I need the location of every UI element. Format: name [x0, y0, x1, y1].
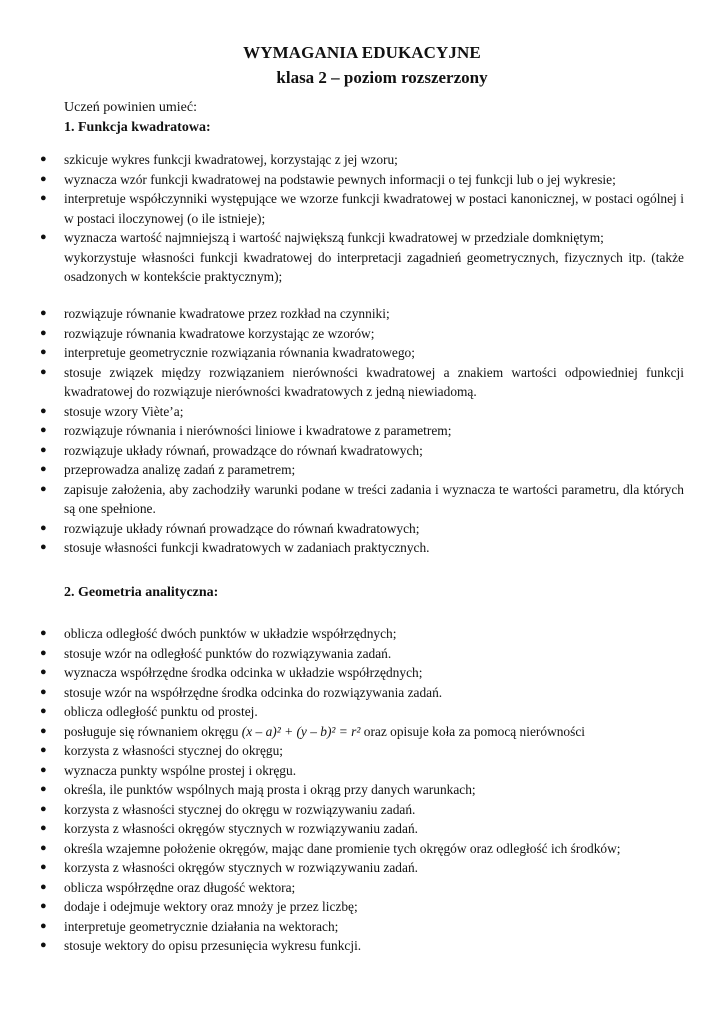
list-item: ● wyznacza współrzędne środka odcinka w układzie współrzędnych;: [0, 663, 724, 683]
bullet-icon: ●: [40, 646, 47, 659]
list-item: ● dodaje i odejmuje wektory oraz mnoży je przez liczbę;: [0, 897, 724, 917]
bullet-icon: ●: [40, 822, 47, 834]
list-item: ● rozwiązuje układy równań prowadzące do równań kwadratowych;: [0, 519, 724, 539]
list-item: ● określa wzajemne położenie okręgów, mając dane promienie tych okręgów oraz odległość ich środków;: [0, 839, 724, 859]
list-item: ● interpretuje geometrycznie rozwiązania równania kwadratowego;: [0, 343, 724, 363]
document-title: WYMAGANIA EDUKACYJNE: [243, 43, 481, 62]
list-item: ● rozwiązuje równania i nierówności liniowe i kwadratowe z parametrem;: [0, 421, 724, 441]
section-heading-analytic-geometry: 2. Geometria analityczna:: [64, 585, 219, 600]
bullet-icon: ●: [40, 541, 47, 553]
bullet-icon: ●: [40, 802, 47, 815]
bullet-icon: ●: [40, 463, 47, 475]
bullet-icon: ●: [40, 172, 47, 185]
list-item: ● rozwiązuje równania kwadratowe korzystając ze wzorów;: [0, 324, 724, 344]
bullet-icon: ●: [40, 326, 47, 339]
list-item: ● szkicuje wykres funkcji kwadratowej, korzystając z jej wzoru;: [0, 150, 724, 170]
list-item-circle-equation: ● posługuje się równaniem okręgu (x – a)² + (y – b)² = r² oraz opisuje koła za pomocą nierówności: [0, 722, 724, 742]
bullet-icon: ●: [40, 424, 47, 436]
list-item: ● korzysta z własności okręgów stycznych w rozwiązywaniu zadań.: [0, 858, 724, 878]
list-item: ● określa, ile punktów wspólnych mają prosta i okrąg przy danych warunkach;: [0, 780, 724, 800]
bullet-icon: ●: [40, 744, 47, 756]
bullet-icon: ●: [40, 443, 47, 456]
list-item: ● rozwiązuje równanie kwadratowe przez rozkład na czynniki;: [0, 304, 724, 324]
bullet-icon: ●: [40, 231, 47, 243]
bullet-icon: ●: [40, 880, 47, 893]
list-item: ● stosuje wektory do opisu przesunięcia wykresu funkcji.: [0, 936, 724, 956]
bullet-icon: ●: [40, 763, 47, 776]
bullet-icon: ●: [40, 346, 47, 358]
bullet-icon: ●: [40, 365, 47, 378]
list-item: ● stosuje wzór na odległość punktów do rozwiązywania zadań.: [0, 644, 724, 664]
quadratic-requirements-list: [0, 150, 724, 287]
bullet-icon: ●: [40, 192, 47, 204]
list-item: ● wyznacza punkty wspólne prostej i okręgu.: [0, 761, 724, 781]
section-heading-quadratic: 1. Funkcja kwadratowa:: [64, 120, 211, 135]
bullet-icon: ●: [40, 627, 47, 639]
bullet-icon: ●: [40, 841, 47, 854]
bullet-icon: ●: [40, 919, 47, 932]
list-item: ● oblicza odległość punktu od prostej.: [0, 702, 724, 722]
list-item: ● interpretuje geometrycznie działania na wektorach;: [0, 917, 724, 937]
circle-equation: (x – a)² + (y – b)² = r²: [241, 723, 361, 739]
bullet-icon: ●: [40, 666, 47, 678]
bullet-icon: ●: [40, 861, 47, 873]
list-item: ● stosuje wzór na współrzędne środka odcinka do rozwiązywania zadań.: [0, 683, 724, 703]
list-item: ● interpretuje współczynniki występujące we wzorze funkcji kwadratowej w postaci kanonicznej, w postaci ogólnej i w postaci iloczynowej (o ile istnieje);: [40, 191, 684, 226]
list-item: ● korzysta z własności stycznej do okręgu w rozwiązywaniu zadań.: [0, 800, 724, 820]
bullet-icon: ●: [40, 724, 47, 737]
bullet-icon: ●: [40, 307, 47, 319]
list-item: ● korzysta z własności okręgów stycznych w rozwiązywaniu zadań.: [0, 819, 724, 839]
bullet-icon: ●: [40, 153, 47, 165]
list-item: ● wyznacza wzór funkcji kwadratowej na podstawie pewnych informacji o tej funkcji lub o jej wykresie;: [0, 170, 724, 190]
list-item: ● stosuje własności funkcji kwadratowych w zadaniach praktycznych.: [0, 538, 724, 558]
list-item: ● korzysta z własności stycznej do okręgu;: [0, 741, 724, 761]
bullet-icon: ●: [40, 404, 47, 417]
bullet-icon: ●: [40, 685, 47, 698]
list-item: ● wyznacza wartość najmniejszą i wartość największą funkcji kwadratowej w przedziale domkniętym; wykorzystuje własności funkcji kwadratowej do interpretacji zagadnień geometrycznych, fizycznych itp. (także osadzonych w kontekście praktycznym);: [0, 228, 724, 287]
list-item: ● przeprowadza analizę zadań z parametrem;: [0, 460, 724, 480]
list-item: ● oblicza odległość dwóch punktów w układzie współrzędnych;: [0, 624, 724, 644]
bullet-icon: ●: [40, 900, 47, 912]
list-item: ● rozwiązuje układy równań, prowadzące do równań kwadratowych;: [0, 441, 724, 461]
bullet-icon: ●: [40, 705, 47, 717]
bullet-icon: ●: [40, 939, 47, 951]
intro-text: Uczeń powinien umieć:: [64, 100, 197, 115]
list-item: ● zapisuje założenia, aby zachodziły warunki podane w treści zadania i wyznacza te wartości parametru, dla których są one spełnione.: [40, 481, 684, 516]
bullet-icon: ●: [40, 783, 47, 795]
quadratic-requirements-list-2: [0, 304, 724, 558]
list-item: ● stosuje wzory Viète’a;: [0, 402, 724, 422]
list-item: ● oblicza współrzędne oraz długość wektora;: [0, 878, 724, 898]
document-subtitle: klasa 2 – poziom rozszerzony: [276, 68, 488, 87]
geometry-requirements-list: [0, 624, 724, 956]
bullet-icon: ●: [40, 482, 47, 495]
list-item: ● stosuje związek między rozwiązaniem nierówności kwadratowej a znakiem wartości odpowiedniej funkcji kwadratowej do rozwiązuje nierówności kwadratowych z jedną niewiadomą.: [40, 364, 684, 399]
bullet-icon: ●: [40, 521, 47, 534]
list-item-continuation: wykorzystuje własności funkcji kwadratowej do interpretacji zagadnień geometrycznych, fizycznych itp. (także osadzonych w kontekście praktycznym);: [64, 249, 684, 284]
